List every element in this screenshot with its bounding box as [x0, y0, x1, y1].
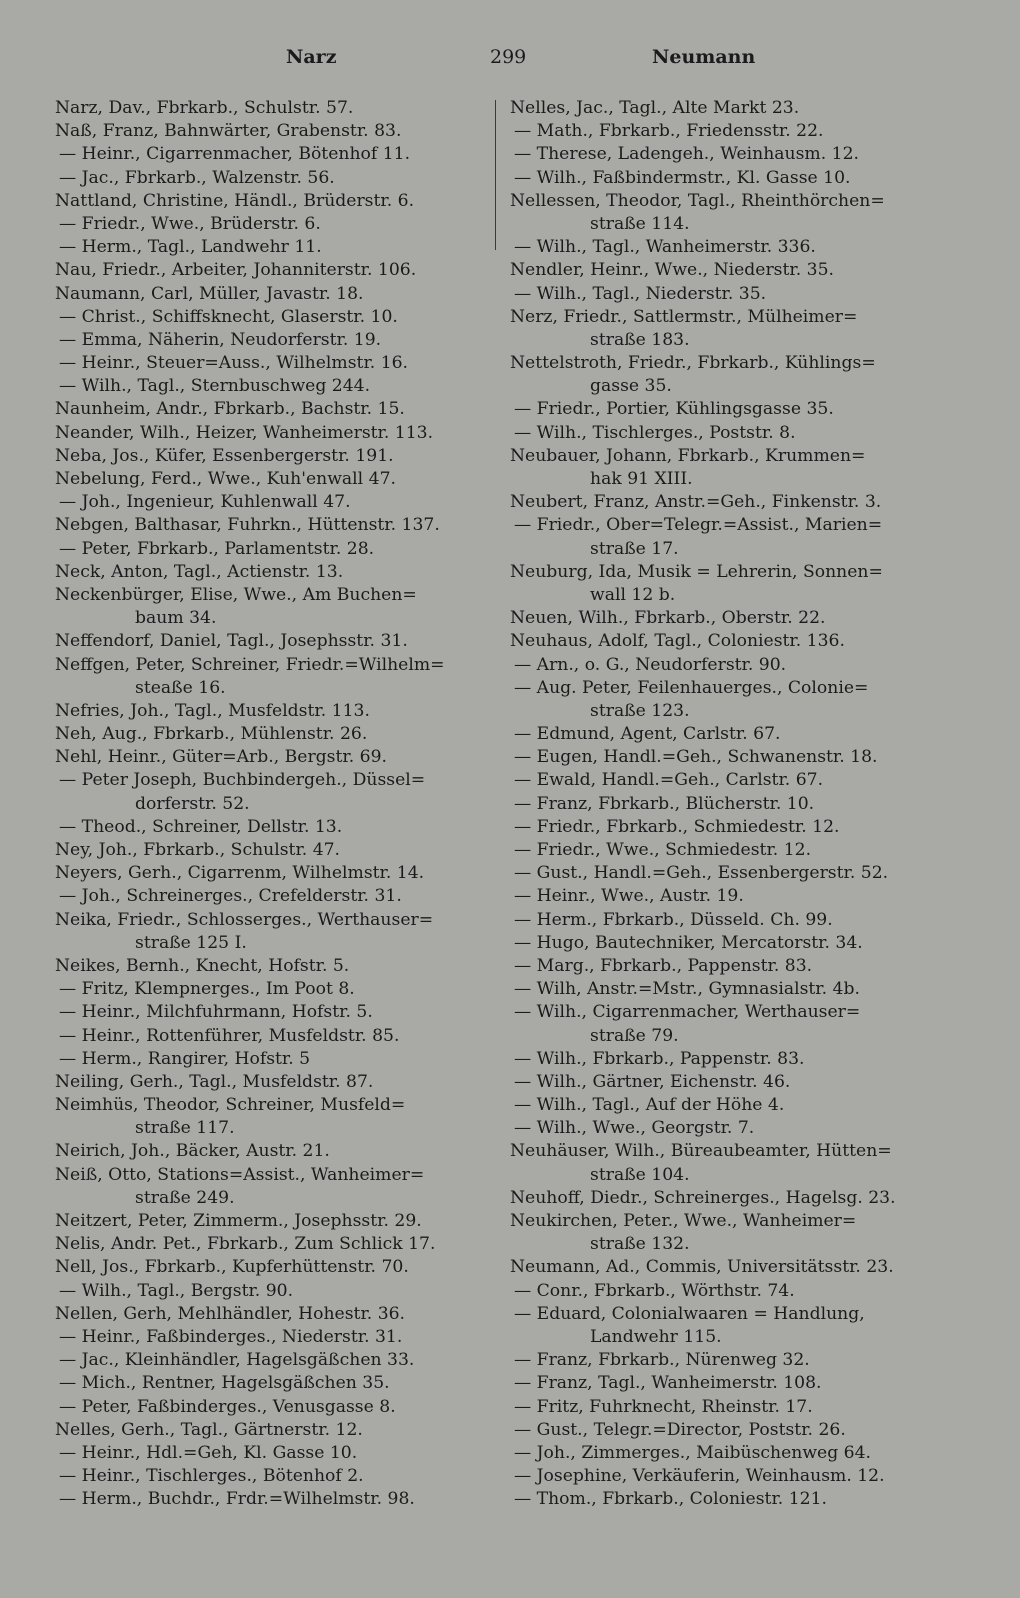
directory-entry: — Jac., Kleinhändler, Hagelsgäßchen 33. [59, 1350, 415, 1371]
page-header [60, 46, 960, 78]
directory-entry: — Joh., Ingenieur, Kuhlenwall 47. [59, 492, 351, 513]
directory-entry: — Math., Fbrkarb., Friedensstr. 22. [514, 121, 824, 142]
directory-entry: — Christ., Schiffsknecht, Glaserstr. 10. [59, 306, 398, 327]
directory-entry: Neukirchen, Peter., Wwe., Wanheimer= [510, 1211, 857, 1231]
directory-entry: Naunheim, Andr., Fbrkarb., Bachstr. 15. [55, 399, 405, 420]
directory-entry: — Peter Joseph, Buchbindergeh., Düssel= [59, 770, 426, 791]
directory-entry: Nelis, Andr. Pet., Fbrkarb., Zum Schlick 17. [55, 1234, 436, 1255]
directory-entry: Neuhoff, Diedr., Schreinerges., Hagelsg. 23. [510, 1187, 896, 1208]
directory-entry: Nefries, Joh., Tagl., Musfeldstr. 113. [55, 700, 370, 721]
entry-continuation: baum 34. [135, 608, 217, 629]
directory-entry: — Heinr., Steuer=Auss., Wilhelmstr. 16. [59, 353, 409, 374]
directory-entry: — Fritz, Fuhrknecht, Rheinstr. 17. [514, 1396, 813, 1417]
directory-entry: Nellessen, Theodor, Tagl., Rheinthörchen= [510, 190, 885, 211]
header-last-name: Neumann [652, 46, 756, 68]
directory-entry: — Mich., Rentner, Hagelsgäßchen 35. [59, 1373, 390, 1394]
directory-entry: — Friedr., Ober=Telegr.=Assist., Marien= [514, 515, 883, 536]
directory-entry: Narz, Dav., Fbrkarb., Schulstr. 57. [55, 98, 354, 118]
directory-entry: Neffgen, Peter, Schreiner, Friedr.=Wilhelm= [55, 654, 445, 675]
directory-entry: — Theod., Schreiner, Dellstr. 13. [59, 816, 343, 837]
directory-entry: Nehl, Heinr., Güter=Arb., Bergstr. 69. [55, 747, 387, 768]
entry-continuation: straße 117. [135, 1118, 235, 1139]
directory-entry: — Gust., Handl.=Geh., Essenbergerstr. 52. [514, 863, 889, 884]
entry-continuation: Landwehr 115. [590, 1326, 722, 1347]
directory-entry: Naumann, Carl, Müller, Javastr. 18. [55, 283, 364, 304]
directory-entry: Nebgen, Balthasar, Fuhrkn., Hüttenstr. 137. [55, 515, 440, 536]
directory-entry: Naß, Franz, Bahnwärter, Grabenstr. 83. [55, 121, 402, 142]
directory-entry: — Emma, Näherin, Neudorferstr. 19. [59, 329, 382, 350]
directory-entry: — Heinr., Faßbinderges., Niederstr. 31. [59, 1326, 403, 1347]
directory-entry: Neuhäuser, Wilh., Büreaubeamter, Hütten= [510, 1141, 892, 1162]
directory-entry: — Peter, Fbrkarb., Parlamentstr. 28. [59, 538, 375, 559]
directory-entry: — Franz, Tagl., Wanheimerstr. 108. [514, 1373, 822, 1394]
directory-entry: — Heinr., Milchfuhrmann, Hofstr. 5. [59, 1002, 373, 1023]
directory-entry: Neumann, Ad., Commis, Universitätsstr. 23. [510, 1257, 894, 1278]
directory-entry: Nattland, Christine, Händl., Brüderstr. 6. [55, 190, 415, 211]
directory-entry: — Wilh., Tagl., Bergstr. 90. [59, 1280, 294, 1301]
directory-entry: — Friedr., Portier, Kühlingsgasse 35. [514, 399, 834, 420]
directory-entry: — Wilh., Tagl., Auf der Höhe 4. [514, 1095, 785, 1116]
directory-entry: — Hugo, Bautechniker, Mercatorstr. 34. [514, 932, 863, 953]
directory-entry: — Franz, Fbrkarb., Nürenweg 32. [514, 1350, 810, 1371]
column-divider [495, 100, 496, 250]
directory-entry: Nellen, Gerh, Mehlhändler, Hohestr. 36. [55, 1303, 406, 1324]
directory-entry: — Josephine, Verkäuferin, Weinhausm. 12. [514, 1466, 885, 1487]
directory-entry: — Thom., Fbrkarb., Coloniestr. 121. [514, 1489, 827, 1510]
directory-entry: Neba, Jos., Küfer, Essenbergerstr. 191. [55, 445, 394, 466]
directory-entry: — Herm., Buchdr., Frdr.=Wilhelmstr. 98. [59, 1489, 415, 1510]
directory-entry: Neitzert, Peter, Zimmerm., Josephsstr. 29. [55, 1211, 422, 1231]
directory-entry: Neiling, Gerh., Tagl., Musfeldstr. 87. [55, 1071, 374, 1092]
directory-entry: Nebelung, Ferd., Wwe., Kuh'enwall 47. [55, 469, 396, 489]
entry-continuation: straße 114. [590, 213, 690, 234]
directory-entry: Neika, Friedr., Schlosserges., Werthauser= [55, 909, 434, 930]
directory-entry: — Ewald, Handl.=Geh., Carlstr. 67. [514, 770, 824, 791]
directory-entry: — Friedr., Wwe., Schmiedestr. 12. [514, 840, 812, 860]
directory-entry: — Joh., Zimmerges., Maibüschenweg 64. [514, 1442, 872, 1463]
directory-entry: — Gust., Telegr.=Director, Poststr. 26. [514, 1419, 846, 1440]
entry-continuation: dorferstr. 52. [135, 793, 250, 814]
directory-entry: Neuhaus, Adolf, Tagl., Coloniestr. 136. [510, 631, 845, 652]
directory-entry: — Heinr., Cigarrenmacher, Bötenhof 11. [59, 144, 411, 165]
directory-entry: Neubert, Franz, Anstr.=Geh., Finkenstr. 3. [510, 492, 882, 513]
directory-entry: — Heinr., Tischlerges., Bötenhof 2. [59, 1466, 364, 1487]
directory-entry: Neck, Anton, Tagl., Actienstr. 13. [55, 561, 344, 582]
directory-entry: — Wilh., Tischlerges., Poststr. 8. [514, 422, 796, 443]
directory-entry: — Fritz, Klempnerges., Im Poot 8. [59, 979, 355, 1000]
directory-entry: Neubauer, Johann, Fbrkarb., Krummen= [510, 445, 866, 466]
directory-entry: — Edmund, Agent, Carlstr. 67. [514, 724, 781, 745]
directory-entry: — Peter, Faßbinderges., Venusgasse 8. [59, 1396, 396, 1417]
entry-continuation: wall 12 b. [590, 584, 676, 605]
directory-entry: Neikes, Bernh., Knecht, Hofstr. 5. [55, 955, 350, 976]
directory-entry: Neuburg, Ida, Musik = Lehrerin, Sonnen= [510, 561, 883, 582]
right-column [510, 97, 950, 1511]
directory-entry: — Wilh., Tagl., Niederstr. 35. [514, 283, 767, 304]
directory-entry: — Wilh., Tagl., Sternbuschweg 244. [59, 376, 371, 397]
directory-entry: — Eduard, Colonialwaaren = Handlung, [514, 1303, 865, 1324]
directory-entry: — Wilh., Fbrkarb., Pappenstr. 83. [514, 1048, 805, 1069]
directory-entry: Neander, Wilh., Heizer, Wanheimerstr. 113. [55, 422, 434, 443]
entry-continuation: hak 91 XIII. [590, 469, 693, 489]
directory-entry: — Wilh., Wwe., Georgstr. 7. [514, 1118, 755, 1139]
entry-continuation: straße 123. [590, 700, 690, 721]
directory-entry: — Heinr., Rottenführer, Musfeldstr. 85. [59, 1025, 400, 1046]
directory-entry: — Franz, Fbrkarb., Blücherstr. 10. [514, 793, 815, 814]
directory-entry: — Therese, Ladengeh., Weinhausm. 12. [514, 144, 859, 165]
directory-entry: — Wilh., Cigarrenmacher, Werthauser= [514, 1002, 861, 1023]
directory-entry: Nettelstroth, Friedr., Fbrkarb., Kühlings= [510, 353, 876, 374]
directory-entry: Neffendorf, Daniel, Tagl., Josephsstr. 31. [55, 631, 408, 652]
directory-entry: — Heinr., Wwe., Austr. 19. [514, 886, 744, 907]
directory-entry: Neirich, Joh., Bäcker, Austr. 21. [55, 1141, 330, 1162]
entry-continuation: straße 79. [590, 1025, 679, 1046]
entry-continuation: straße 183. [590, 329, 690, 350]
directory-entry: — Friedr., Wwe., Brüderstr. 6. [59, 213, 321, 234]
directory-entry: Nell, Jos., Fbrkarb., Kupferhüttenstr. 70. [55, 1257, 409, 1278]
entry-continuation: steaße 16. [135, 677, 226, 698]
entry-continuation: straße 249. [135, 1187, 235, 1208]
directory-entry: — Herm., Rangirer, Hofstr. 5 [59, 1048, 311, 1069]
entry-continuation: straße 125 I. [135, 932, 247, 953]
directory-entry: Nendler, Heinr., Wwe., Niederstr. 35. [510, 260, 834, 281]
directory-entry: — Herm., Tagl., Landwehr 11. [59, 237, 322, 258]
directory-entry: Nelles, Gerh., Tagl., Gärtnerstr. 12. [55, 1419, 363, 1440]
entry-continuation: straße 17. [590, 538, 679, 559]
directory-entry: Neuen, Wilh., Fbrkarb., Oberstr. 22. [510, 608, 826, 629]
directory-entry: — Marg., Fbrkarb., Pappenstr. 83. [514, 955, 813, 976]
directory-entry: — Heinr., Hdl.=Geh, Kl. Gasse 10. [59, 1442, 358, 1463]
directory-entry: Neimhüs, Theodor, Schreiner, Musfeld= [55, 1095, 406, 1116]
directory-entry: — Arn., o. G., Neudorferstr. 90. [514, 654, 787, 675]
directory-entry: — Eugen, Handl.=Geh., Schwanenstr. 18. [514, 747, 878, 768]
entry-continuation: gasse 35. [590, 376, 672, 397]
entry-continuation: straße 132. [590, 1234, 690, 1255]
directory-entry: — Herm., Fbrkarb., Düsseld. Ch. 99. [514, 909, 833, 930]
directory-entry: — Wilh., Gärtner, Eichenstr. 46. [514, 1071, 791, 1092]
directory-entry: — Wilh, Anstr.=Mstr., Gymnasialstr. 4b. [514, 979, 860, 1000]
directory-entry: — Aug. Peter, Feilenhauerges., Colonie= [514, 677, 869, 698]
directory-entry: Neh, Aug., Fbrkarb., Mühlenstr. 26. [55, 724, 368, 745]
directory-entry: — Wilh., Faßbindermstr., Kl. Gasse 10. [514, 167, 851, 188]
directory-entry: Nau, Friedr., Arbeiter, Johanniterstr. 106. [55, 260, 417, 281]
directory-entry: — Friedr., Fbrkarb., Schmiedestr. 12. [514, 816, 840, 837]
directory-entry: — Joh., Schreinerges., Crefelderstr. 31. [59, 886, 402, 907]
directory-entry: Neckenbürger, Elise, Wwe., Am Buchen= [55, 584, 417, 605]
directory-entry: Nelles, Jac., Tagl., Alte Markt 23. [510, 98, 800, 118]
page-number: 299 [490, 46, 527, 68]
directory-entry: — Wilh., Tagl., Wanheimerstr. 336. [514, 237, 816, 258]
left-column [55, 97, 485, 1511]
directory-entry: — Jac., Fbrkarb., Walzenstr. 56. [59, 167, 335, 188]
directory-entry: Nerz, Friedr., Sattlermstr., Mülheimer= [510, 306, 858, 327]
header-first-name: Narz [286, 46, 337, 68]
directory-entry: — Conr., Fbrkarb., Wörthstr. 74. [514, 1280, 795, 1301]
directory-entry: Ney, Joh., Fbrkarb., Schulstr. 47. [55, 840, 341, 860]
directory-entry: Neiß, Otto, Stations=Assist., Wanheimer= [55, 1164, 425, 1185]
entry-continuation: straße 104. [590, 1164, 690, 1185]
directory-entry: Neyers, Gerh., Cigarrenm, Wilhelmstr. 14. [55, 863, 425, 884]
